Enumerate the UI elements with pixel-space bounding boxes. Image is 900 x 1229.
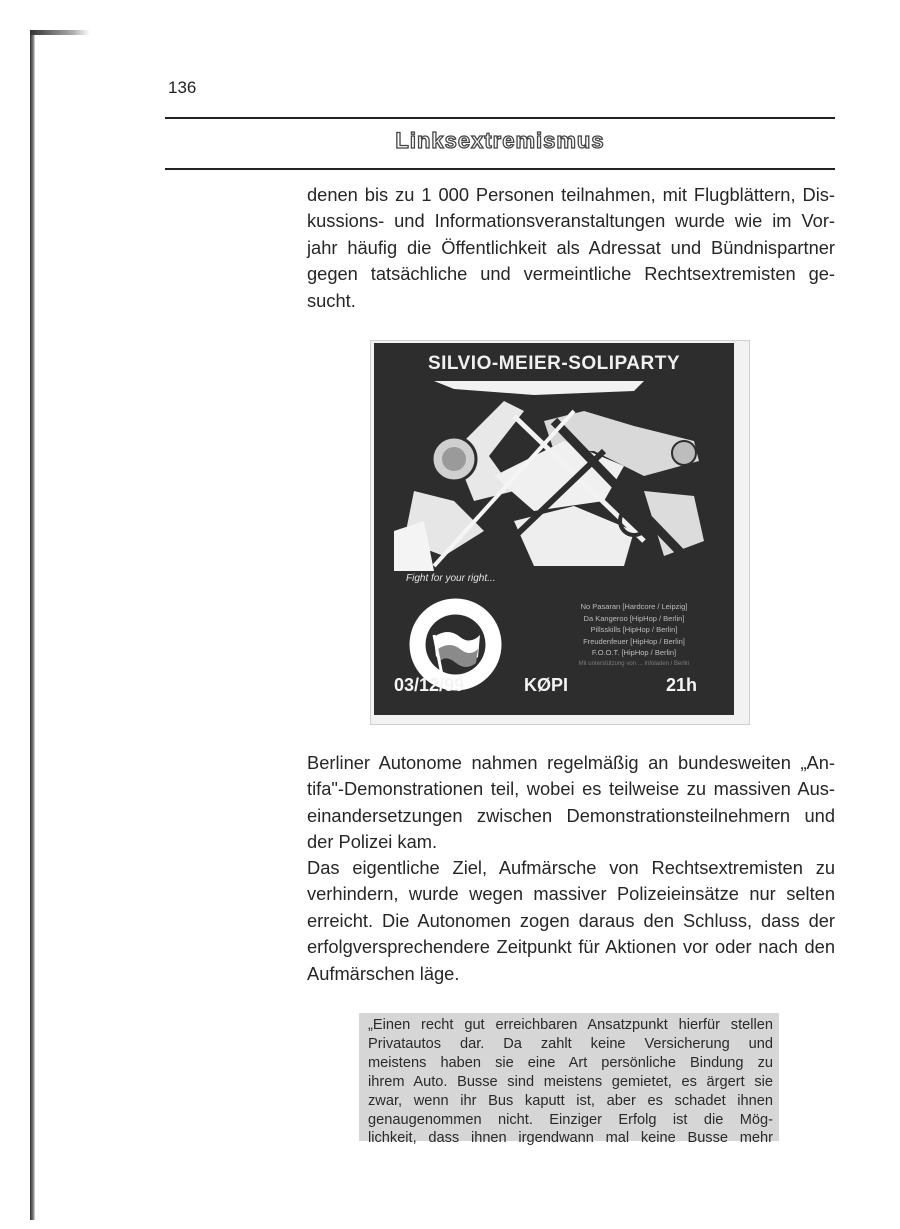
- text-line: tifa"-Demonstrationen teil, wobei es teilweise zu massiven Aus-: [307, 778, 835, 800]
- running-head: Linksextremismus: [395, 128, 605, 153]
- poster-time: 21h: [666, 675, 698, 695]
- poster-image: [374, 343, 734, 715]
- quote-line: genaugenommen nicht. Einziger Erfolg ist die Mög-: [368, 1111, 773, 1128]
- text-line: erreicht. Die Autonomen zogen daraus den Schluss, dass der: [307, 909, 835, 931]
- quote-line: meistens haben sie eine Art persönliche Bindung zu: [368, 1054, 773, 1071]
- scan-corner-mark: [30, 30, 90, 35]
- lineup-item: No Pasaran [Hardcore / Leipzig]: [580, 602, 688, 611]
- text-line: Das eigentliche Ziel, Aufmärsche von Rechtsextremisten zu: [307, 857, 835, 878]
- lineup-item: Da Kangeroo [HipHop / Berlin]: [583, 613, 685, 623]
- text-line: der Polizei kam.: [307, 831, 438, 853]
- header-rule-top: [165, 117, 835, 119]
- quote-line: ihrem Auto. Busse sind meistens gemietet, es ärgert sie: [368, 1073, 773, 1090]
- poster-date: 03/12/99: [394, 675, 465, 695]
- lineup-item: F.O.O.T. [HipHop / Berlin]: [591, 648, 677, 657]
- text-line: Berliner Autonome nahmen regelmäßig an bundesweiten „An-: [307, 752, 835, 773]
- paragraph-1: [307, 182, 835, 314]
- header-rule-bottom: [165, 168, 835, 170]
- paragraph-2: [307, 750, 835, 856]
- quote-text: [368, 1016, 773, 1148]
- scan-edge: [30, 30, 35, 1220]
- lineup-note: Mit unterstützung von ... Infoladen / Berlin: [578, 660, 690, 667]
- poster-title: SILVIO-MEIER-SOLIPARTY: [427, 353, 681, 374]
- text-line: sucht.: [307, 289, 356, 311]
- paragraph-3: [307, 855, 835, 987]
- poster-slogan: Fight for your right...: [406, 573, 496, 584]
- text-line: kussions- und Informationsveranstaltungen wurde wie im Vor-: [307, 210, 835, 232]
- quote-line: „Einen recht gut erreichbaren Ansatzpunkt hierfür stellen: [368, 1017, 773, 1033]
- page-number: 136: [168, 78, 197, 97]
- lineup-item: Pillsskills [HipHop / Berlin]: [590, 625, 678, 634]
- lineup-item: Freudenfeuer [HipHop / Berlin]: [583, 636, 685, 646]
- poster-illustration: [394, 381, 714, 571]
- poster-lineup: [549, 601, 719, 670]
- quote-line: Privatautos dar. Da zahlt keine Versicherung und: [368, 1035, 773, 1052]
- quote-line: zwar, wenn ihr Bus kaputt ist, aber es schadet ihnen: [368, 1092, 773, 1109]
- text-line: erfolgversprechendere Zeitpunkt für Aktionen vor oder nach den: [307, 936, 835, 958]
- text-line: jahr häufig die Öffentlichkeit als Adressat und Bündnispartner: [307, 236, 835, 258]
- text-line: gegen tatsächliche und vermeintliche Rechtsextremisten ge-: [307, 263, 835, 285]
- text-line: Aufmärschen läge.: [307, 962, 460, 984]
- text-line: einandersetzungen zwischen Demonstrationsteilnehmern und: [307, 804, 835, 826]
- poster-venue: KØPI: [524, 675, 569, 695]
- text-line: verhindern, wurde wegen massiver Polizeieinsätze nur selten: [307, 883, 835, 905]
- quote-line: lichkeit, dass ihnen irgendwann mal keine Busse mehr: [368, 1130, 773, 1147]
- text-line: denen bis zu 1 000 Personen teilnahmen, mit Flugblättern, Dis-: [307, 184, 835, 205]
